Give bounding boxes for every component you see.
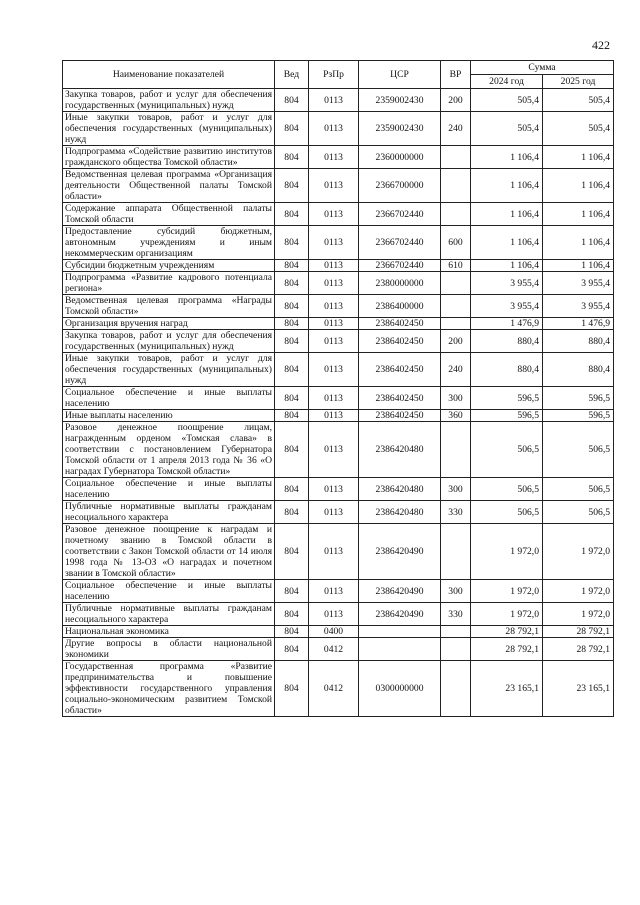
cell-vr	[441, 638, 471, 661]
table-row	[63, 387, 614, 410]
table-row	[63, 410, 614, 422]
cell-sum-2025: 1 106,4	[543, 226, 614, 260]
cell-vr	[441, 524, 471, 580]
cell-sum-2025: 596,5	[543, 387, 614, 410]
table-row	[63, 89, 614, 112]
cell-sum-2024: 596,5	[471, 410, 543, 422]
cell-sum-2025: 1 106,4	[543, 260, 614, 272]
cell-name: Социальное обеспечение и иные выплаты населению	[63, 580, 275, 603]
table-row	[63, 501, 614, 524]
cell-rzpr: 0113	[309, 89, 359, 112]
cell-name: Субсидии бюджетным учреждениям	[63, 260, 275, 272]
cell-sum-2024: 506,5	[471, 422, 543, 478]
cell-sum-2025: 505,4	[543, 89, 614, 112]
cell-name: Иные закупки товаров, работ и услуг для обеспечения государственных (муниципальных) нужд	[63, 353, 275, 387]
cell-name: Социальное обеспечение и иные выплаты населению	[63, 387, 275, 410]
cell-vr	[441, 626, 471, 638]
cell-name: Разовое денежное поощрение лицам, награжденным орденом «Томская слава» в соответствии с постановлением Губернатора Томской области от 1 апреля 2013 года № 36 «О наградах Губернатора Томской области»	[63, 422, 275, 478]
cell-ved: 804	[275, 478, 309, 501]
cell-rzpr: 0113	[309, 410, 359, 422]
cell-sum-2025: 1 106,4	[543, 146, 614, 169]
cell-csr: 0300000000	[359, 661, 441, 717]
table-row	[63, 330, 614, 353]
cell-ved: 804	[275, 387, 309, 410]
table-row	[63, 626, 614, 638]
table-row	[63, 169, 614, 203]
table-row	[63, 146, 614, 169]
header-year-2024: 2024 год	[471, 75, 543, 89]
cell-rzpr: 0113	[309, 272, 359, 295]
budget-table	[62, 60, 614, 717]
table-row	[63, 353, 614, 387]
table-body	[63, 89, 614, 717]
cell-vr: 360	[441, 410, 471, 422]
cell-vr	[441, 661, 471, 717]
cell-sum-2024: 1 476,9	[471, 318, 543, 330]
cell-sum-2024: 596,5	[471, 387, 543, 410]
cell-sum-2024: 1 972,0	[471, 580, 543, 603]
cell-sum-2025: 1 972,0	[543, 580, 614, 603]
table-row	[63, 524, 614, 580]
cell-ved: 804	[275, 260, 309, 272]
cell-rzpr: 0113	[309, 501, 359, 524]
cell-csr: 2359002430	[359, 112, 441, 146]
cell-sum-2024: 1 106,4	[471, 226, 543, 260]
cell-rzpr: 0113	[309, 580, 359, 603]
cell-vr: 330	[441, 603, 471, 626]
cell-name: Предоставление субсидий бюджетным, автономным учреждениям и иным некоммерческим организациям	[63, 226, 275, 260]
cell-ved: 804	[275, 638, 309, 661]
cell-vr: 240	[441, 353, 471, 387]
cell-ved: 804	[275, 626, 309, 638]
cell-name: Закупка товаров, работ и услуг для обеспечения государственных (муниципальных) нужд	[63, 89, 275, 112]
cell-rzpr: 0113	[309, 112, 359, 146]
cell-rzpr: 0412	[309, 661, 359, 717]
table-row	[63, 112, 614, 146]
cell-name: Другие вопросы в области национальной экономики	[63, 638, 275, 661]
header-vr: ВР	[441, 61, 471, 89]
cell-csr: 2380000000	[359, 272, 441, 295]
cell-ved: 804	[275, 603, 309, 626]
table-row	[63, 661, 614, 717]
cell-ved: 804	[275, 272, 309, 295]
table-row	[63, 226, 614, 260]
cell-vr: 300	[441, 478, 471, 501]
cell-sum-2025: 1 476,9	[543, 318, 614, 330]
cell-csr: 2386420490	[359, 580, 441, 603]
cell-rzpr: 0113	[309, 203, 359, 226]
cell-vr: 610	[441, 260, 471, 272]
cell-name: Ведомственная целевая программа «Награды Томской области»	[63, 295, 275, 318]
cell-ved: 804	[275, 112, 309, 146]
table-row	[63, 603, 614, 626]
cell-sum-2025: 880,4	[543, 330, 614, 353]
cell-vr	[441, 203, 471, 226]
table-row	[63, 295, 614, 318]
cell-sum-2024: 1 106,4	[471, 146, 543, 169]
cell-sum-2024: 1 106,4	[471, 169, 543, 203]
cell-ved: 804	[275, 146, 309, 169]
header-name: Наименование показателей	[63, 61, 275, 89]
cell-sum-2025: 1 106,4	[543, 169, 614, 203]
cell-sum-2024: 880,4	[471, 353, 543, 387]
cell-csr: 2366702440	[359, 203, 441, 226]
cell-vr	[441, 295, 471, 318]
cell-rzpr: 0113	[309, 387, 359, 410]
cell-vr: 300	[441, 580, 471, 603]
cell-rzpr: 0113	[309, 146, 359, 169]
cell-vr	[441, 169, 471, 203]
cell-rzpr: 0400	[309, 626, 359, 638]
cell-sum-2025: 506,5	[543, 422, 614, 478]
cell-vr	[441, 422, 471, 478]
cell-vr	[441, 272, 471, 295]
cell-rzpr: 0113	[309, 260, 359, 272]
cell-sum-2025: 3 955,4	[543, 272, 614, 295]
cell-ved: 804	[275, 203, 309, 226]
cell-name: Государственная программа «Развитие предпринимательства и повышение эффективности государственного управления социально-экономическим развитием Томской области»	[63, 661, 275, 717]
table-row	[63, 478, 614, 501]
cell-ved: 804	[275, 353, 309, 387]
table-row	[63, 260, 614, 272]
cell-csr: 2360000000	[359, 146, 441, 169]
cell-csr	[359, 626, 441, 638]
cell-name: Организация вручения наград	[63, 318, 275, 330]
cell-name: Разовое денежное поощрение к наградам и почетному званию в Томской области в соответствии с Закон Томской области от 14 июля 1998 года № 13-ОЗ «О наградах и почетном звании в Томской области»	[63, 524, 275, 580]
table-row	[63, 272, 614, 295]
table-row	[63, 422, 614, 478]
cell-ved: 804	[275, 330, 309, 353]
cell-sum-2025: 28 792,1	[543, 638, 614, 661]
cell-sum-2024: 3 955,4	[471, 272, 543, 295]
cell-sum-2025: 1 972,0	[543, 524, 614, 580]
cell-vr	[441, 146, 471, 169]
cell-vr: 600	[441, 226, 471, 260]
cell-csr	[359, 638, 441, 661]
cell-rzpr: 0113	[309, 295, 359, 318]
cell-name: Ведомственная целевая программа «Организация деятельности Общественной палаты Томской области»	[63, 169, 275, 203]
cell-sum-2024: 28 792,1	[471, 626, 543, 638]
cell-csr: 2386420480	[359, 501, 441, 524]
cell-vr: 330	[441, 501, 471, 524]
cell-rzpr: 0113	[309, 603, 359, 626]
cell-ved: 804	[275, 169, 309, 203]
cell-csr: 2386402450	[359, 387, 441, 410]
cell-vr: 200	[441, 89, 471, 112]
cell-name: Иные закупки товаров, работ и услуг для обеспечения государственных (муниципальных) нужд	[63, 112, 275, 146]
header-csr: ЦСР	[359, 61, 441, 89]
cell-rzpr: 0113	[309, 524, 359, 580]
cell-csr: 2386402450	[359, 330, 441, 353]
cell-name: Публичные нормативные выплаты гражданам несоциального характера	[63, 501, 275, 524]
cell-ved: 804	[275, 580, 309, 603]
header-rzpr: РзПр	[309, 61, 359, 89]
cell-rzpr: 0113	[309, 226, 359, 260]
cell-name: Закупка товаров, работ и услуг для обеспечения государственных (муниципальных) нужд	[63, 330, 275, 353]
cell-sum-2024: 3 955,4	[471, 295, 543, 318]
cell-rzpr: 0113	[309, 422, 359, 478]
cell-name: Содержание аппарата Общественной палаты Томской области	[63, 203, 275, 226]
cell-ved: 804	[275, 524, 309, 580]
cell-ved: 804	[275, 89, 309, 112]
cell-sum-2024: 880,4	[471, 330, 543, 353]
header-ved: Вед	[275, 61, 309, 89]
cell-name: Подпрограмма «Развитие кадрового потенциала региона»	[63, 272, 275, 295]
cell-csr: 2386402450	[359, 353, 441, 387]
cell-ved: 804	[275, 422, 309, 478]
cell-csr: 2386402450	[359, 318, 441, 330]
cell-sum-2024: 506,5	[471, 478, 543, 501]
cell-sum-2025: 505,4	[543, 112, 614, 146]
cell-name: Национальная экономика	[63, 626, 275, 638]
cell-csr: 2359002430	[359, 89, 441, 112]
cell-sum-2025: 3 955,4	[543, 295, 614, 318]
cell-rzpr: 0412	[309, 638, 359, 661]
cell-csr: 2386420480	[359, 478, 441, 501]
cell-sum-2025: 596,5	[543, 410, 614, 422]
cell-name: Публичные нормативные выплаты гражданам несоциального характера	[63, 603, 275, 626]
cell-sum-2024: 23 165,1	[471, 661, 543, 717]
cell-ved: 804	[275, 226, 309, 260]
cell-ved: 804	[275, 661, 309, 717]
cell-vr: 200	[441, 330, 471, 353]
cell-rzpr: 0113	[309, 353, 359, 387]
cell-sum-2024: 1 972,0	[471, 524, 543, 580]
cell-rzpr: 0113	[309, 169, 359, 203]
table-header	[63, 61, 614, 89]
cell-csr: 2366702440	[359, 226, 441, 260]
cell-csr: 2386400000	[359, 295, 441, 318]
cell-csr: 2386420490	[359, 524, 441, 580]
cell-vr: 240	[441, 112, 471, 146]
cell-vr: 300	[441, 387, 471, 410]
cell-rzpr: 0113	[309, 478, 359, 501]
cell-sum-2024: 1 106,4	[471, 260, 543, 272]
header-sum: Сумма	[471, 61, 614, 75]
table-row	[63, 318, 614, 330]
cell-name: Иные выплаты населению	[63, 410, 275, 422]
cell-ved: 804	[275, 318, 309, 330]
table-row	[63, 580, 614, 603]
cell-csr: 2386420490	[359, 603, 441, 626]
cell-sum-2024: 1 972,0	[471, 603, 543, 626]
cell-sum-2025: 880,4	[543, 353, 614, 387]
cell-sum-2024: 505,4	[471, 112, 543, 146]
cell-ved: 804	[275, 501, 309, 524]
cell-sum-2024: 28 792,1	[471, 638, 543, 661]
cell-ved: 804	[275, 295, 309, 318]
header-year-2025: 2025 год	[543, 75, 614, 89]
cell-csr: 2366700000	[359, 169, 441, 203]
cell-sum-2024: 506,5	[471, 501, 543, 524]
cell-sum-2025: 23 165,1	[543, 661, 614, 717]
table-row	[63, 638, 614, 661]
cell-csr: 2386402450	[359, 410, 441, 422]
cell-sum-2025: 1 972,0	[543, 603, 614, 626]
cell-name: Социальное обеспечение и иные выплаты населению	[63, 478, 275, 501]
cell-name: Подпрограмма «Содействие развитию институтов гражданского общества Томской области»	[63, 146, 275, 169]
cell-sum-2025: 506,5	[543, 501, 614, 524]
page-number: 422	[592, 38, 610, 52]
cell-rzpr: 0113	[309, 318, 359, 330]
cell-sum-2025: 28 792,1	[543, 626, 614, 638]
cell-csr: 2366702440	[359, 260, 441, 272]
table-row	[63, 203, 614, 226]
cell-sum-2025: 506,5	[543, 478, 614, 501]
cell-rzpr: 0113	[309, 330, 359, 353]
cell-sum-2024: 505,4	[471, 89, 543, 112]
cell-sum-2025: 1 106,4	[543, 203, 614, 226]
cell-csr: 2386420480	[359, 422, 441, 478]
cell-ved: 804	[275, 410, 309, 422]
cell-vr	[441, 318, 471, 330]
cell-sum-2024: 1 106,4	[471, 203, 543, 226]
